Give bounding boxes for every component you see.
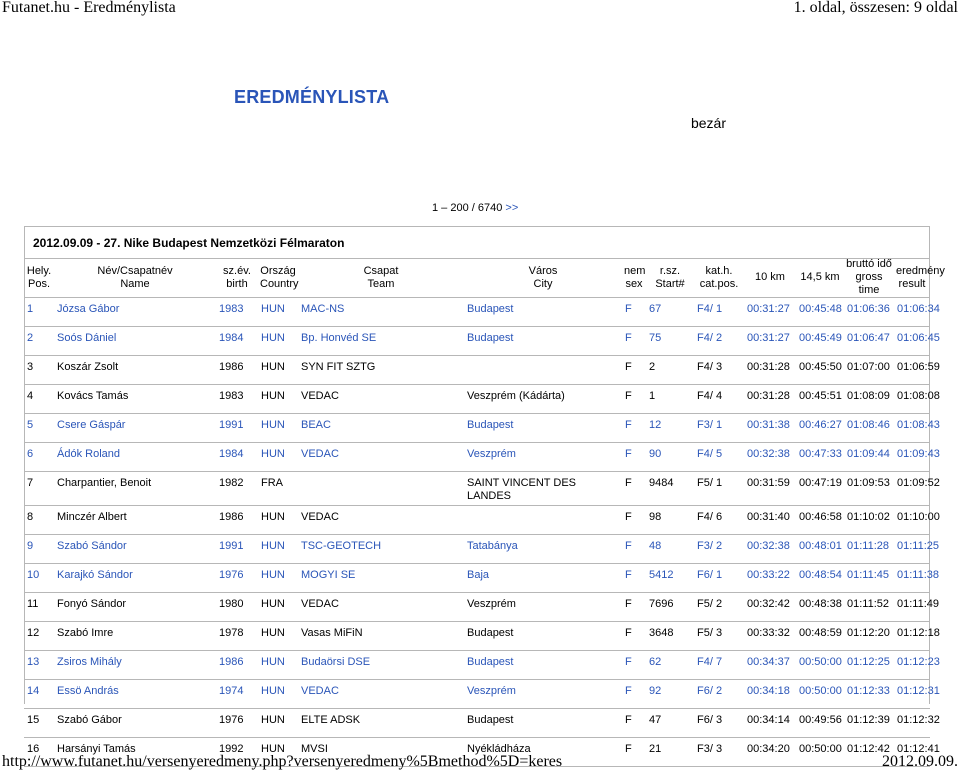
cell-km145: 00:45:49 bbox=[796, 327, 844, 356]
cell-cat: F5/ 1 bbox=[694, 472, 744, 506]
cell-name: Essö András bbox=[54, 680, 216, 709]
cell-gross: 01:06:36 bbox=[844, 298, 894, 327]
cell-pos: 6 bbox=[24, 443, 54, 472]
cell-km145: 00:50:00 bbox=[796, 680, 844, 709]
cell-km10: 00:31:28 bbox=[744, 385, 796, 414]
cell-name: Szabó Imre bbox=[54, 622, 216, 651]
cell-pos: 2 bbox=[24, 327, 54, 356]
column-header-sublabel: cat.pos. bbox=[699, 277, 739, 290]
cell-gross: 01:09:44 bbox=[844, 443, 894, 472]
cell-team: Bp. Honvéd SE bbox=[298, 327, 464, 356]
cell-start: 2 bbox=[646, 356, 694, 385]
column-header-label: 14,5 km bbox=[800, 271, 840, 283]
cell-team: Budaörsi DSE bbox=[298, 651, 464, 680]
table-row bbox=[24, 356, 930, 385]
print-header-title: Futanet.hu - Eredménylista bbox=[2, 0, 176, 16]
cell-pos: 12 bbox=[24, 622, 54, 651]
cell-result: 01:12:23 bbox=[894, 651, 930, 680]
column-header bbox=[694, 258, 744, 298]
cell-result: 01:12:41 bbox=[894, 738, 930, 767]
cell-start: 92 bbox=[646, 680, 694, 709]
column-header-sublabel: Team bbox=[367, 277, 395, 290]
cell-start: 47 bbox=[646, 709, 694, 738]
cell-birth: 1983 bbox=[216, 298, 258, 327]
cell-gross: 01:12:20 bbox=[844, 622, 894, 651]
column-header bbox=[844, 258, 894, 298]
cell-start: 62 bbox=[646, 651, 694, 680]
cell-result: 01:12:32 bbox=[894, 709, 930, 738]
column-header-label: kat.h. bbox=[705, 264, 733, 277]
column-header bbox=[796, 258, 844, 298]
cell-sex: F bbox=[622, 651, 646, 680]
cell-sex: F bbox=[622, 472, 646, 506]
cell-start: 7696 bbox=[646, 593, 694, 622]
cell-km10: 00:31:28 bbox=[744, 356, 796, 385]
cell-sex: F bbox=[622, 298, 646, 327]
cell-pos: 14 bbox=[24, 680, 54, 709]
table-row[interactable] bbox=[24, 564, 930, 593]
cell-team: VEDAC bbox=[298, 443, 464, 472]
cell-km145: 00:50:00 bbox=[796, 651, 844, 680]
cell-start: 48 bbox=[646, 535, 694, 564]
cell-km10: 00:31:38 bbox=[744, 414, 796, 443]
table-row bbox=[24, 506, 930, 535]
cell-km10: 00:34:20 bbox=[744, 738, 796, 767]
column-header-sublabel: Country bbox=[260, 277, 299, 290]
cell-team: MAC-NS bbox=[298, 298, 464, 327]
cell-name: Zsiros Mihály bbox=[54, 651, 216, 680]
cell-country: HUN bbox=[258, 327, 298, 356]
cell-gross: 01:12:33 bbox=[844, 680, 894, 709]
cell-city: Budapest bbox=[464, 414, 622, 443]
column-header bbox=[258, 258, 298, 298]
cell-sex: F bbox=[622, 738, 646, 767]
cell-birth: 1982 bbox=[216, 472, 258, 506]
cell-km145: 00:48:54 bbox=[796, 564, 844, 593]
column-header-sublabel: Start# bbox=[655, 277, 685, 290]
pager bbox=[432, 202, 518, 214]
cell-result: 01:08:43 bbox=[894, 414, 930, 443]
cell-cat: F3/ 2 bbox=[694, 535, 744, 564]
cell-result: 01:11:49 bbox=[894, 593, 930, 622]
column-header-label: sz.év. bbox=[223, 264, 251, 277]
cell-km10: 00:34:14 bbox=[744, 709, 796, 738]
cell-team: VEDAC bbox=[298, 506, 464, 535]
cell-team: VEDAC bbox=[298, 385, 464, 414]
cell-country: HUN bbox=[258, 356, 298, 385]
cell-city: Baja bbox=[464, 564, 622, 593]
cell-km10: 00:34:37 bbox=[744, 651, 796, 680]
cell-country: HUN bbox=[258, 738, 298, 767]
column-header-label: bruttó idő bbox=[846, 258, 892, 270]
close-link[interactable]: bezár bbox=[690, 115, 726, 131]
cell-team: MVSI bbox=[298, 738, 464, 767]
cell-country: HUN bbox=[258, 443, 298, 472]
cell-sex: F bbox=[622, 709, 646, 738]
results-table bbox=[24, 258, 945, 767]
cell-name: Csere Gáspár bbox=[54, 414, 216, 443]
cell-pos: 10 bbox=[24, 564, 54, 593]
cell-sex: F bbox=[622, 564, 646, 593]
cell-km10: 00:31:40 bbox=[744, 506, 796, 535]
cell-km10: 00:32:42 bbox=[744, 593, 796, 622]
cell-name: Koszár Zsolt bbox=[54, 356, 216, 385]
cell-pos: 4 bbox=[24, 385, 54, 414]
cell-city: Budapest bbox=[464, 709, 622, 738]
cell-name: Kovács Tamás bbox=[54, 385, 216, 414]
cell-birth: 1976 bbox=[216, 564, 258, 593]
cell-birth: 1986 bbox=[216, 506, 258, 535]
cell-km10: 00:33:22 bbox=[744, 564, 796, 593]
column-header bbox=[298, 258, 464, 298]
table-header-row bbox=[24, 258, 930, 298]
table-row bbox=[24, 622, 930, 651]
cell-city: Veszprém (Kádárta) bbox=[464, 385, 622, 414]
cell-gross: 01:09:53 bbox=[844, 472, 894, 506]
column-header-label: Város bbox=[528, 264, 558, 277]
table-row bbox=[24, 472, 930, 506]
cell-cat: F4/ 6 bbox=[694, 506, 744, 535]
cell-pos: 15 bbox=[24, 709, 54, 738]
column-header bbox=[24, 258, 54, 298]
cell-name: Fonyó Sándor bbox=[54, 593, 216, 622]
cell-birth: 1984 bbox=[216, 443, 258, 472]
column-header bbox=[646, 258, 694, 298]
cell-km145: 00:47:33 bbox=[796, 443, 844, 472]
column-header-sublabel: time bbox=[858, 284, 880, 296]
column-header-label: 10 km bbox=[755, 271, 785, 283]
column-header-label: Ország bbox=[260, 264, 296, 277]
cell-name: Karajkó Sándor bbox=[54, 564, 216, 593]
column-header-label: r.sz. bbox=[659, 264, 681, 277]
cell-team: Vasas MiFiN bbox=[298, 622, 464, 651]
cell-pos: 13 bbox=[24, 651, 54, 680]
cell-city: Budapest bbox=[464, 298, 622, 327]
cell-km145: 00:50:00 bbox=[796, 738, 844, 767]
table-row[interactable] bbox=[24, 327, 930, 356]
cell-birth: 1991 bbox=[216, 414, 258, 443]
cell-birth: 1980 bbox=[216, 593, 258, 622]
cell-birth: 1976 bbox=[216, 709, 258, 738]
table-row[interactable] bbox=[24, 414, 930, 443]
cell-name: Józsa Gábor bbox=[54, 298, 216, 327]
cell-name: Harsányi Tamás bbox=[54, 738, 216, 767]
table-row bbox=[24, 593, 930, 622]
cell-sex: F bbox=[622, 414, 646, 443]
cell-city: Veszprém bbox=[464, 593, 622, 622]
column-header-sublabel: sex bbox=[625, 277, 643, 290]
cell-start: 3648 bbox=[646, 622, 694, 651]
cell-gross: 01:08:09 bbox=[844, 385, 894, 414]
table-row[interactable] bbox=[24, 535, 930, 564]
cell-sex: F bbox=[622, 622, 646, 651]
cell-gross: 01:08:46 bbox=[844, 414, 894, 443]
cell-country: HUN bbox=[258, 414, 298, 443]
cell-km145: 00:45:48 bbox=[796, 298, 844, 327]
cell-start: 5412 bbox=[646, 564, 694, 593]
cell-name: Soós Dániel bbox=[54, 327, 216, 356]
cell-result: 01:11:38 bbox=[894, 564, 930, 593]
cell-country: HUN bbox=[258, 535, 298, 564]
cell-gross: 01:06:47 bbox=[844, 327, 894, 356]
cell-sex: F bbox=[622, 356, 646, 385]
cell-gross: 01:12:39 bbox=[844, 709, 894, 738]
cell-start: 21 bbox=[646, 738, 694, 767]
print-footer-url: http://www.futanet.hu/versenyeredmeny.php?versenyeredmeny%5Bmethod%5D=keres bbox=[2, 753, 563, 770]
cell-city: Budapest bbox=[464, 622, 622, 651]
cell-km10: 00:31:59 bbox=[744, 472, 796, 506]
cell-team: SYN FIT SZTG bbox=[298, 356, 464, 385]
cell-cat: F4/ 3 bbox=[694, 356, 744, 385]
cell-km145: 00:48:38 bbox=[796, 593, 844, 622]
column-header-label: Név/Csapatnév bbox=[97, 264, 173, 277]
column-header-label: Csapat bbox=[363, 264, 399, 277]
column-header-sublabel: result bbox=[898, 277, 926, 290]
cell-gross: 01:11:28 bbox=[844, 535, 894, 564]
cell-sex: F bbox=[622, 327, 646, 356]
cell-result: 01:12:31 bbox=[894, 680, 930, 709]
cell-birth: 1974 bbox=[216, 680, 258, 709]
cell-cat: F4/ 2 bbox=[694, 327, 744, 356]
cell-start: 9484 bbox=[646, 472, 694, 506]
column-header bbox=[464, 258, 622, 298]
cell-city bbox=[464, 506, 622, 535]
cell-team: TSC-GEOTECH bbox=[298, 535, 464, 564]
print-header bbox=[0, 0, 960, 24]
cell-km145: 00:48:59 bbox=[796, 622, 844, 651]
cell-pos: 11 bbox=[24, 593, 54, 622]
cell-result: 01:06:59 bbox=[894, 356, 930, 385]
cell-km145: 00:48:01 bbox=[796, 535, 844, 564]
cell-start: 98 bbox=[646, 506, 694, 535]
cell-city: Tatabánya bbox=[464, 535, 622, 564]
cell-cat: F4/ 4 bbox=[694, 385, 744, 414]
cell-country: HUN bbox=[258, 564, 298, 593]
cell-gross: 01:11:45 bbox=[844, 564, 894, 593]
table-row[interactable] bbox=[24, 651, 930, 680]
print-footer-date: 2012.09.09. bbox=[882, 753, 958, 770]
cell-birth: 1992 bbox=[216, 738, 258, 767]
table-row[interactable] bbox=[24, 680, 930, 709]
column-header bbox=[216, 258, 258, 298]
cell-country: HUN bbox=[258, 593, 298, 622]
cell-km145: 00:49:56 bbox=[796, 709, 844, 738]
column-header-label: Hely. bbox=[26, 264, 52, 277]
cell-start: 1 bbox=[646, 385, 694, 414]
cell-result: 01:11:25 bbox=[894, 535, 930, 564]
cell-birth: 1991 bbox=[216, 535, 258, 564]
cell-km145: 00:47:19 bbox=[796, 472, 844, 506]
cell-birth: 1986 bbox=[216, 356, 258, 385]
cell-km10: 00:32:38 bbox=[744, 535, 796, 564]
cell-km145: 00:46:27 bbox=[796, 414, 844, 443]
cell-city: Veszprém bbox=[464, 443, 622, 472]
cell-team bbox=[298, 472, 464, 506]
cell-country: HUN bbox=[258, 506, 298, 535]
column-header bbox=[894, 258, 945, 298]
cell-country: HUN bbox=[258, 709, 298, 738]
column-header bbox=[622, 258, 646, 298]
cell-km145: 00:45:51 bbox=[796, 385, 844, 414]
print-footer bbox=[0, 752, 960, 774]
cell-cat: F4/ 5 bbox=[694, 443, 744, 472]
cell-team: VEDAC bbox=[298, 680, 464, 709]
cell-team: VEDAC bbox=[298, 593, 464, 622]
cell-result: 01:12:18 bbox=[894, 622, 930, 651]
cell-pos: 3 bbox=[24, 356, 54, 385]
cell-cat: F4/ 1 bbox=[694, 298, 744, 327]
cell-cat: F3/ 1 bbox=[694, 414, 744, 443]
print-header-page: 1. oldal, összesen: 9 oldal bbox=[793, 0, 958, 16]
cell-city: Budapest bbox=[464, 651, 622, 680]
cell-km10: 00:33:32 bbox=[744, 622, 796, 651]
cell-sex: F bbox=[622, 443, 646, 472]
column-header-sublabel: birth bbox=[226, 277, 248, 290]
cell-km10: 00:34:18 bbox=[744, 680, 796, 709]
cell-pos: 1 bbox=[24, 298, 54, 327]
cell-team: MOGYI SE bbox=[298, 564, 464, 593]
cell-cat: F6/ 2 bbox=[694, 680, 744, 709]
cell-country: HUN bbox=[258, 622, 298, 651]
cell-start: 90 bbox=[646, 443, 694, 472]
column-header-sublabel: Pos. bbox=[27, 277, 50, 290]
cell-country: HUN bbox=[258, 680, 298, 709]
cell-birth: 1984 bbox=[216, 327, 258, 356]
event-title: 2012.09.09 - 27. Nike Budapest Nemzetközi Félmaraton bbox=[33, 236, 345, 250]
cell-team: ELTE ADSK bbox=[298, 709, 464, 738]
cell-result: 01:09:52 bbox=[894, 472, 930, 506]
table-row[interactable] bbox=[24, 443, 930, 472]
cell-name: Ádók Roland bbox=[54, 443, 216, 472]
cell-result: 01:06:34 bbox=[894, 298, 930, 327]
cell-result: 01:08:08 bbox=[894, 385, 930, 414]
column-header-label: nem bbox=[624, 264, 646, 277]
cell-country: HUN bbox=[258, 385, 298, 414]
cell-city bbox=[464, 356, 622, 385]
cell-country: HUN bbox=[258, 651, 298, 680]
pager-next-link[interactable]: >> bbox=[505, 202, 519, 214]
table-row bbox=[24, 385, 930, 414]
cell-km10: 00:31:27 bbox=[744, 327, 796, 356]
cell-km10: 00:31:27 bbox=[744, 298, 796, 327]
cell-start: 12 bbox=[646, 414, 694, 443]
cell-name: Minczér Albert bbox=[54, 506, 216, 535]
cell-gross: 01:11:52 bbox=[844, 593, 894, 622]
cell-gross: 01:10:02 bbox=[844, 506, 894, 535]
table-row[interactable] bbox=[24, 298, 930, 327]
cell-country: HUN bbox=[258, 298, 298, 327]
cell-sex: F bbox=[622, 593, 646, 622]
cell-pos: 16 bbox=[24, 738, 54, 767]
cell-birth: 1978 bbox=[216, 622, 258, 651]
cell-km145: 00:45:50 bbox=[796, 356, 844, 385]
cell-city: Budapest bbox=[464, 327, 622, 356]
table-row bbox=[24, 709, 930, 738]
cell-cat: F6/ 3 bbox=[694, 709, 744, 738]
cell-city: Nyékládháza bbox=[464, 738, 622, 767]
column-header bbox=[54, 258, 216, 298]
cell-name: Szabó Gábor bbox=[54, 709, 216, 738]
cell-cat: F6/ 1 bbox=[694, 564, 744, 593]
cell-cat: F3/ 3 bbox=[694, 738, 744, 767]
page-title: EREDMÉNYLISTA bbox=[234, 87, 390, 107]
cell-city: SAINT VINCENT DES LANDES bbox=[464, 472, 622, 506]
cell-start: 67 bbox=[646, 298, 694, 327]
cell-name: Szabó Sándor bbox=[54, 535, 216, 564]
cell-result: 01:06:45 bbox=[894, 327, 930, 356]
cell-pos: 8 bbox=[24, 506, 54, 535]
cell-sex: F bbox=[622, 385, 646, 414]
cell-result: 01:09:43 bbox=[894, 443, 930, 472]
cell-birth: 1983 bbox=[216, 385, 258, 414]
cell-sex: F bbox=[622, 680, 646, 709]
cell-city: Veszprém bbox=[464, 680, 622, 709]
cell-km10: 00:32:38 bbox=[744, 443, 796, 472]
column-header bbox=[744, 258, 796, 298]
cell-name: Charpantier, Benoit bbox=[54, 472, 216, 506]
cell-result: 01:10:00 bbox=[894, 506, 930, 535]
column-header-label: eredmény bbox=[896, 264, 945, 277]
cell-cat: F5/ 2 bbox=[694, 593, 744, 622]
cell-team: BEAC bbox=[298, 414, 464, 443]
cell-pos: 5 bbox=[24, 414, 54, 443]
cell-cat: F5/ 3 bbox=[694, 622, 744, 651]
cell-cat: F4/ 7 bbox=[694, 651, 744, 680]
cell-pos: 7 bbox=[24, 472, 54, 506]
column-header-sublabel: City bbox=[533, 277, 553, 290]
cell-start: 75 bbox=[646, 327, 694, 356]
cell-pos: 9 bbox=[24, 535, 54, 564]
column-header-sublabel: gross bbox=[855, 271, 883, 283]
pager-range: 1 – 200 / 6740 bbox=[432, 202, 503, 214]
cell-gross: 01:07:00 bbox=[844, 356, 894, 385]
cell-country: FRA bbox=[258, 472, 298, 506]
cell-gross: 01:12:25 bbox=[844, 651, 894, 680]
cell-km145: 00:46:58 bbox=[796, 506, 844, 535]
column-header-sublabel: Name bbox=[120, 277, 150, 290]
cell-birth: 1986 bbox=[216, 651, 258, 680]
cell-sex: F bbox=[622, 535, 646, 564]
cell-gross: 01:12:42 bbox=[844, 738, 894, 767]
cell-sex: F bbox=[622, 506, 646, 535]
